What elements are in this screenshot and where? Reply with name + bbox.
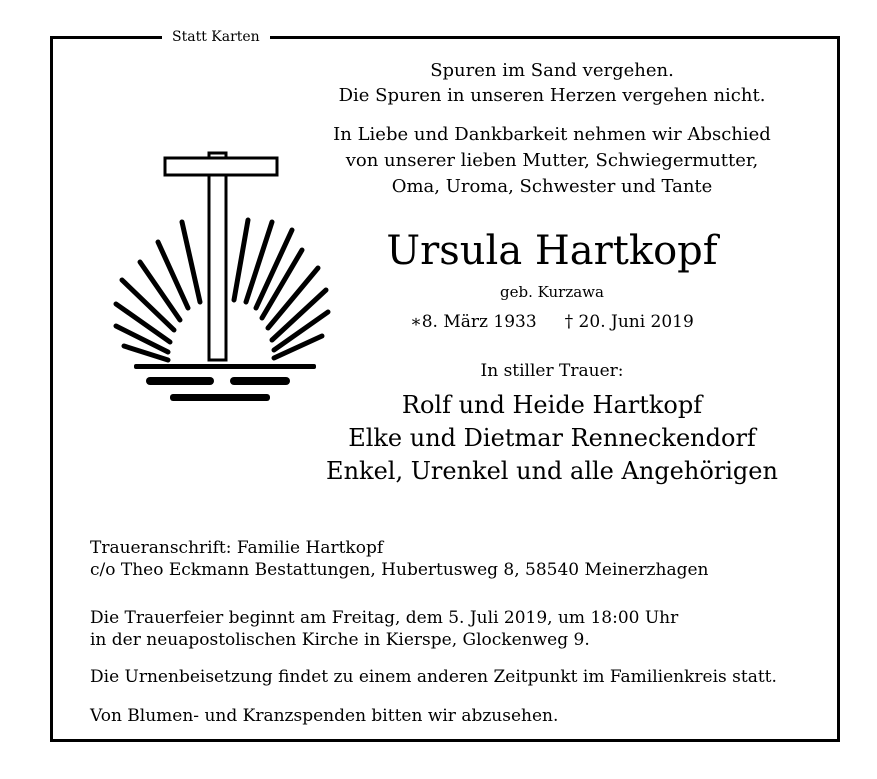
mourner-line: Enkel, Urenkel und alle Angehörigen [326, 457, 778, 485]
death-date: † 20. Juni 2019 [564, 312, 694, 332]
farewell-intro [300, 122, 804, 200]
address-line: c/o Theo Eckmann Bestattungen, Hubertusweg 8, 58540 Meinerzhagen [90, 560, 709, 580]
deceased-name: Ursula Hartkopf [386, 228, 718, 274]
mourner-line: Elke und Dietmar Renneckendorf [348, 424, 756, 452]
water-waves [134, 364, 316, 401]
intro-line: Oma, Uroma, Schwester und Tante [391, 176, 713, 197]
verse-line: Die Spuren in unseren Herzen vergehen nicht. [338, 85, 766, 106]
cross-shape [209, 153, 226, 360]
verse [300, 58, 804, 108]
mourner-line: Rolf und Heide Hartkopf [401, 391, 703, 419]
life-dates [300, 311, 804, 333]
maiden-name: geb. Kurzawa [500, 283, 604, 301]
funeral-service-info [90, 607, 678, 651]
flowers-note: Von Blumen- und Kranzspenden bitten wir abzusehen. [90, 706, 559, 726]
birth-date: ∗8. März 1933 [410, 312, 537, 332]
service-line: Die Trauerfeier beginnt am Freitag, dem 5. Juli 2019, um 18:00 Uhr [90, 608, 679, 628]
verse-line: Spuren im Sand vergehen. [430, 60, 674, 81]
intro-line: In Liebe und Dankbarkeit nehmen wir Abschied [333, 124, 771, 145]
urn-burial-note: Die Urnenbeisetzung findet zu einem anderen Zeitpunkt im Familienkreis statt. [90, 667, 777, 687]
mourning-heading: In stiller Trauer: [480, 361, 624, 381]
mourners-list [300, 389, 804, 488]
mourning-address [90, 537, 709, 581]
header-label: Statt Karten [162, 28, 270, 46]
intro-line: von unserer lieben Mutter, Schwiegermutter, [345, 150, 759, 171]
service-line: in der neuapostolischen Kirche in Kierspe, Glockenweg 9. [90, 630, 590, 650]
address-line: Traueranschrift: Familie Hartkopf [90, 538, 384, 558]
